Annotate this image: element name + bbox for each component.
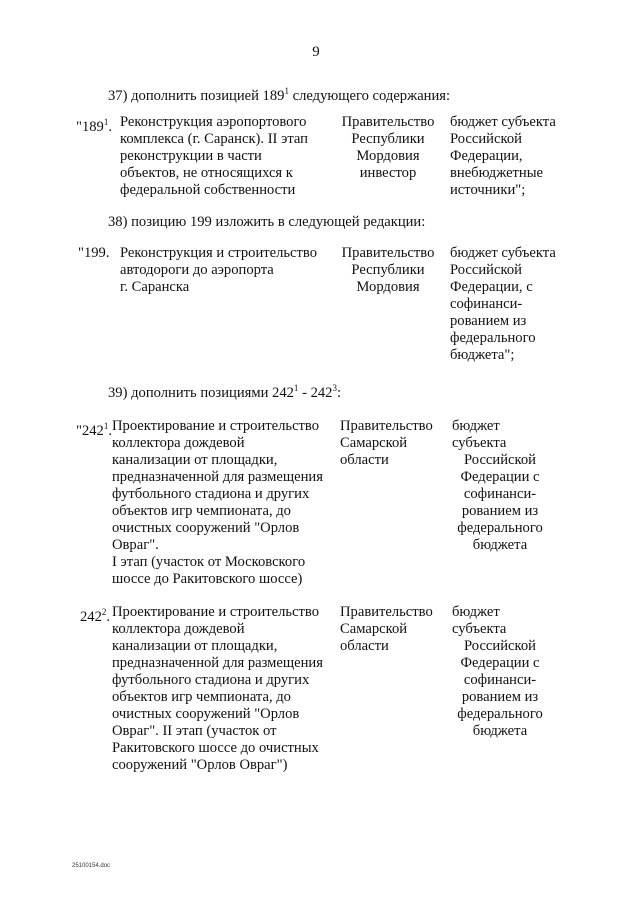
entry-242-2-text-line: сооружений "Орлов Овраг") [112,757,288,773]
entry-199-funding-line: софинанси- [450,296,523,312]
entry-242-2-text-line: очистных сооружений "Орлов [112,706,300,722]
entry-189-funding-line: источники"; [450,182,526,198]
entry-189-org-line: Республики [351,131,425,147]
entry-242-2-funding-line: софинанси- [463,672,537,688]
entry-242-2-funding-line: федерального [457,706,543,722]
entry-242-2-org-line: Правительство [340,604,433,620]
entry-242-2-funding-line: Российской [464,638,536,654]
entry-242-2-text-line: предназначенной для размещения [112,655,323,671]
entry-199-funding-line: федерального [450,330,536,346]
entry-242-2-text-line: объектов игр чемпионата, до [112,689,291,705]
entry-242-2-funding-line: рованием из [461,689,539,705]
entry-242-2-num: 242 [80,608,102,625]
entry-242-1-text-line: канализации от площадки, [112,452,278,468]
entry-242-2-description [112,604,334,774]
entry-242-2-text-line: Овраг". II этап (участок от [112,723,277,739]
entry-242-2-organization [340,604,444,655]
entry-199-description [120,245,342,296]
entry-242-2-funding-line: бюджет [452,604,500,620]
entry-199-text-line: г. Саранска [120,279,190,295]
entry-242-2-num-sup: 2 [101,607,107,617]
entry-242-2-text-line: Проектирование и строительство [112,604,320,620]
footer-filename: 25100154.doc [72,863,111,869]
entry-242-2-text-line: канализации от площадки, [112,638,278,654]
paragraph-37-text-end: следующего содержания: [288,87,451,104]
entry-242-1-text-line: Проектирование и строительство [112,418,320,434]
entry-242-1-funding-line: субъекта [452,435,507,451]
entry-189-text-line: Реконструкция аэропортового [120,114,307,130]
entry-242-1-funding [446,418,554,554]
entry-199-funding [450,245,572,364]
paragraph-39-sup: 3 [332,383,337,393]
entry-242-1-number [76,418,112,440]
entry-242-1-num: "242 [76,422,104,439]
entry-242-2-funding-line: бюджета [472,723,528,739]
entry-199-org-line: Республики [351,262,425,278]
entry-242-1-text-line: I этап (участок от Московского [112,554,306,570]
entry-242-1-funding-line: бюджет [452,418,500,434]
entry-242-1-num-post: . [108,422,113,439]
entry-242-2-org-line: Самарской [340,621,408,637]
entry-242-2-num-post: . [106,608,111,625]
entry-242-1-text-line: Овраг". [112,537,159,553]
entry-189-org-line: инвестор [359,165,417,181]
entry-242-1-organization [340,418,444,469]
entry-242-2-funding-line: Федерации с [460,655,540,671]
entry-242-1-description [112,418,334,588]
entry-242-2-text-line: футбольного стадиона и других [112,672,310,688]
entry-242-2-text-line: Ракитовского шоссе до очистных [112,740,319,756]
entry-242-1-funding-line: софинанси- [463,486,537,502]
entry-199-text-line: автодороги до аэропорта [120,262,274,278]
entry-189-num: "189 [76,118,104,135]
entry-242-1-text-line: футбольного стадиона и других [112,486,310,502]
entry-189-org-line: Мордовия [356,148,420,164]
entry-242-1-text-line: очистных сооружений "Орлов [112,520,300,536]
entry-242-1-text-line: шоссе до Ракитовского шоссе) [112,571,303,587]
entry-189-text-line: федеральной собственности [120,182,296,198]
entry-199-funding-line: бюджета"; [450,347,515,363]
entry-189-funding-line: бюджет субъекта [450,114,556,130]
entry-242-1-text-line: коллектора дождевой [112,435,245,451]
entry-189-funding-line: Федерации, [450,148,523,164]
entry-242-1-funding-line: федерального [457,520,543,536]
entry-242-2-org-line: области [340,638,389,654]
entry-189-text-line: объектов, не относящихся к [120,165,293,181]
entry-242-2-funding [446,604,554,740]
entry-242-1-funding-line: рованием из [461,503,539,519]
entry-199-org-line: Правительство [341,245,435,261]
entry-189-description [120,114,342,199]
entry-242-2-number [80,604,110,626]
entry-242-1-org-line: области [340,452,389,468]
entry-242-1-funding-line: Российской [464,452,536,468]
paragraph-39 [108,380,588,402]
entry-199-funding-line: Российской [450,262,522,278]
entry-199-funding-line: бюджет субъекта [450,245,556,261]
entry-189-num-sup: 1 [103,117,109,127]
entry-242-1-funding-line: Федерации с [460,469,540,485]
entry-189-funding [450,114,572,199]
paragraph-39-text: 39) дополнить позициями 242 [108,384,294,401]
entry-189-org-line: Правительство [341,114,435,130]
entry-189-number [76,114,112,136]
paragraph-39-text-end: : [336,384,342,401]
entry-189-organization [336,114,440,182]
entry-199-org-line: Мордовия [356,279,420,295]
entry-242-1-text-line: объектов игр чемпионата, до [112,503,291,519]
entry-242-2-text-line: коллектора дождевой [112,621,245,637]
entry-199-organization [336,245,440,296]
entry-242-1-text-line: предназначенной для размещения [112,469,323,485]
entry-199-number: "199. [78,245,110,261]
entry-242-1-org-line: Самарской [340,435,408,451]
entry-242-1-num-sup: 1 [103,421,109,431]
paragraph-37 [108,83,588,105]
entry-199-funding-line: рованием из [450,313,527,329]
paragraph-39-sup: 1 [293,383,299,393]
paragraph-37-sup: 1 [284,86,289,96]
entry-189-text-line: комплекса (г. Саранск). II этап [120,131,308,147]
entry-189-funding-line: внебюджетные [450,165,544,181]
entry-189-num-post: . [108,118,113,135]
paragraph-38: 38) позицию 199 изложить в следующей редакции: [108,214,426,230]
entry-189-funding-line: Российской [450,131,522,147]
entry-199-text-line: Реконструкция и строительство [120,245,317,261]
entry-189-text-line: реконструкции в части [120,148,262,164]
paragraph-37-text: 37) дополнить позицией 189 [108,87,285,104]
entry-199-funding-line: Федерации, с [450,279,533,295]
entry-242-1-org-line: Правительство [340,418,433,434]
page-number: 9 [312,44,320,60]
entry-242-2-funding-line: субъекта [452,621,507,637]
paragraph-39-text-mid: - 242 [298,384,333,401]
entry-242-1-funding-line: бюджета [472,537,528,553]
